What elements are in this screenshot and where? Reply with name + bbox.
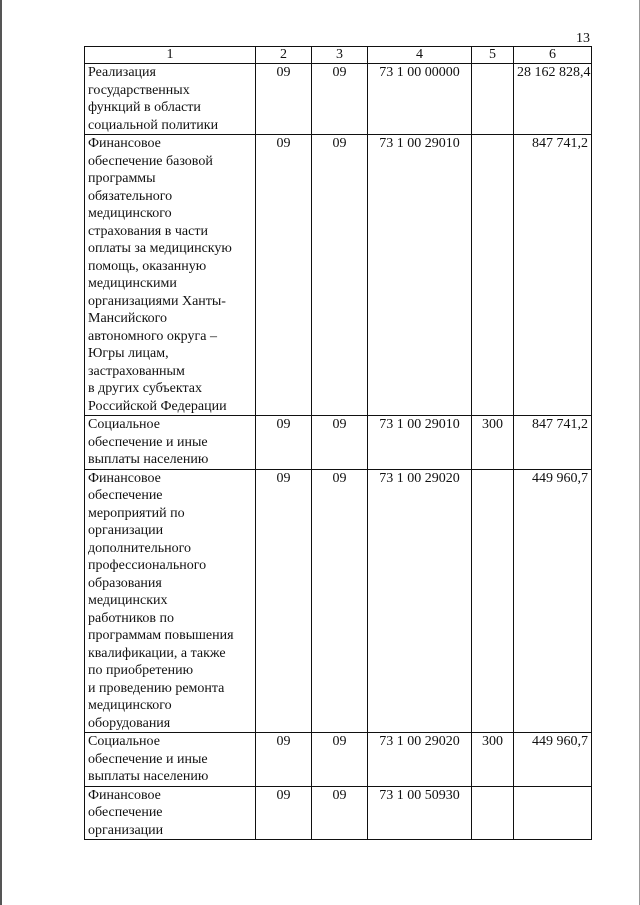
row-amount (514, 786, 592, 840)
row-name: Реализация государственных функций в области социальной политики (85, 64, 256, 135)
row-subsection: 09 (312, 786, 368, 840)
row-amount: 449 960,7 (514, 469, 592, 733)
row-subsection: 09 (312, 135, 368, 416)
row-name: Финансовое обеспечение мероприятий по организации дополнительного профессионального образования медицинских работников по программам повышения квалификации, а также по приобретению и проведению ремонта медицинского оборудования (85, 469, 256, 733)
row-name: Финансовое обеспечение организации (85, 786, 256, 840)
row-amount: 28 162 828,4 (514, 64, 592, 135)
row-amount: 847 741,2 (514, 135, 592, 416)
row-section: 09 (256, 733, 312, 787)
row-expense-type: 300 (472, 733, 514, 787)
table-row (85, 416, 592, 470)
row-expense-type: 300 (472, 416, 514, 470)
row-subsection: 09 (312, 733, 368, 787)
row-target-code: 73 1 00 29010 (368, 135, 472, 416)
row-section: 09 (256, 416, 312, 470)
row-target-code: 73 1 00 00000 (368, 64, 472, 135)
row-amount: 847 741,2 (514, 416, 592, 470)
row-subsection: 09 (312, 64, 368, 135)
table-row (85, 469, 592, 733)
row-name: Финансовое обеспечение базовой программы обязательного медицинского страхования в части оплаты за медицинскую помощь, оказанную медицинскими организациями Ханты- Мансийского автономного округа – Югры лицам, застрахованным в других субъектах Российской Федерации (85, 135, 256, 416)
page-number: 13 (576, 31, 590, 46)
page-edge-left (0, 0, 2, 905)
table-row (85, 135, 592, 416)
header-col-4: 4 (368, 47, 472, 64)
table-row (85, 64, 592, 135)
row-subsection: 09 (312, 416, 368, 470)
header-col-5: 5 (472, 47, 514, 64)
row-expense-type (472, 469, 514, 733)
row-amount: 449 960,7 (514, 733, 592, 787)
header-col-3: 3 (312, 47, 368, 64)
table-row (85, 786, 592, 840)
header-col-6: 6 (514, 47, 592, 64)
table-row (85, 733, 592, 787)
row-target-code: 73 1 00 50930 (368, 786, 472, 840)
row-section: 09 (256, 469, 312, 733)
header-row (85, 47, 592, 64)
row-target-code: 73 1 00 29020 (368, 469, 472, 733)
row-expense-type (472, 786, 514, 840)
row-section: 09 (256, 64, 312, 135)
row-target-code: 73 1 00 29020 (368, 733, 472, 787)
row-target-code: 73 1 00 29010 (368, 416, 472, 470)
row-expense-type (472, 135, 514, 416)
row-expense-type (472, 64, 514, 135)
row-section: 09 (256, 786, 312, 840)
budget-table (84, 46, 592, 840)
row-section: 09 (256, 135, 312, 416)
header-col-2: 2 (256, 47, 312, 64)
row-subsection: 09 (312, 469, 368, 733)
row-name: Социальное обеспечение и иные выплаты населению (85, 733, 256, 787)
row-name: Социальное обеспечение и иные выплаты населению (85, 416, 256, 470)
header-col-1: 1 (85, 47, 256, 64)
